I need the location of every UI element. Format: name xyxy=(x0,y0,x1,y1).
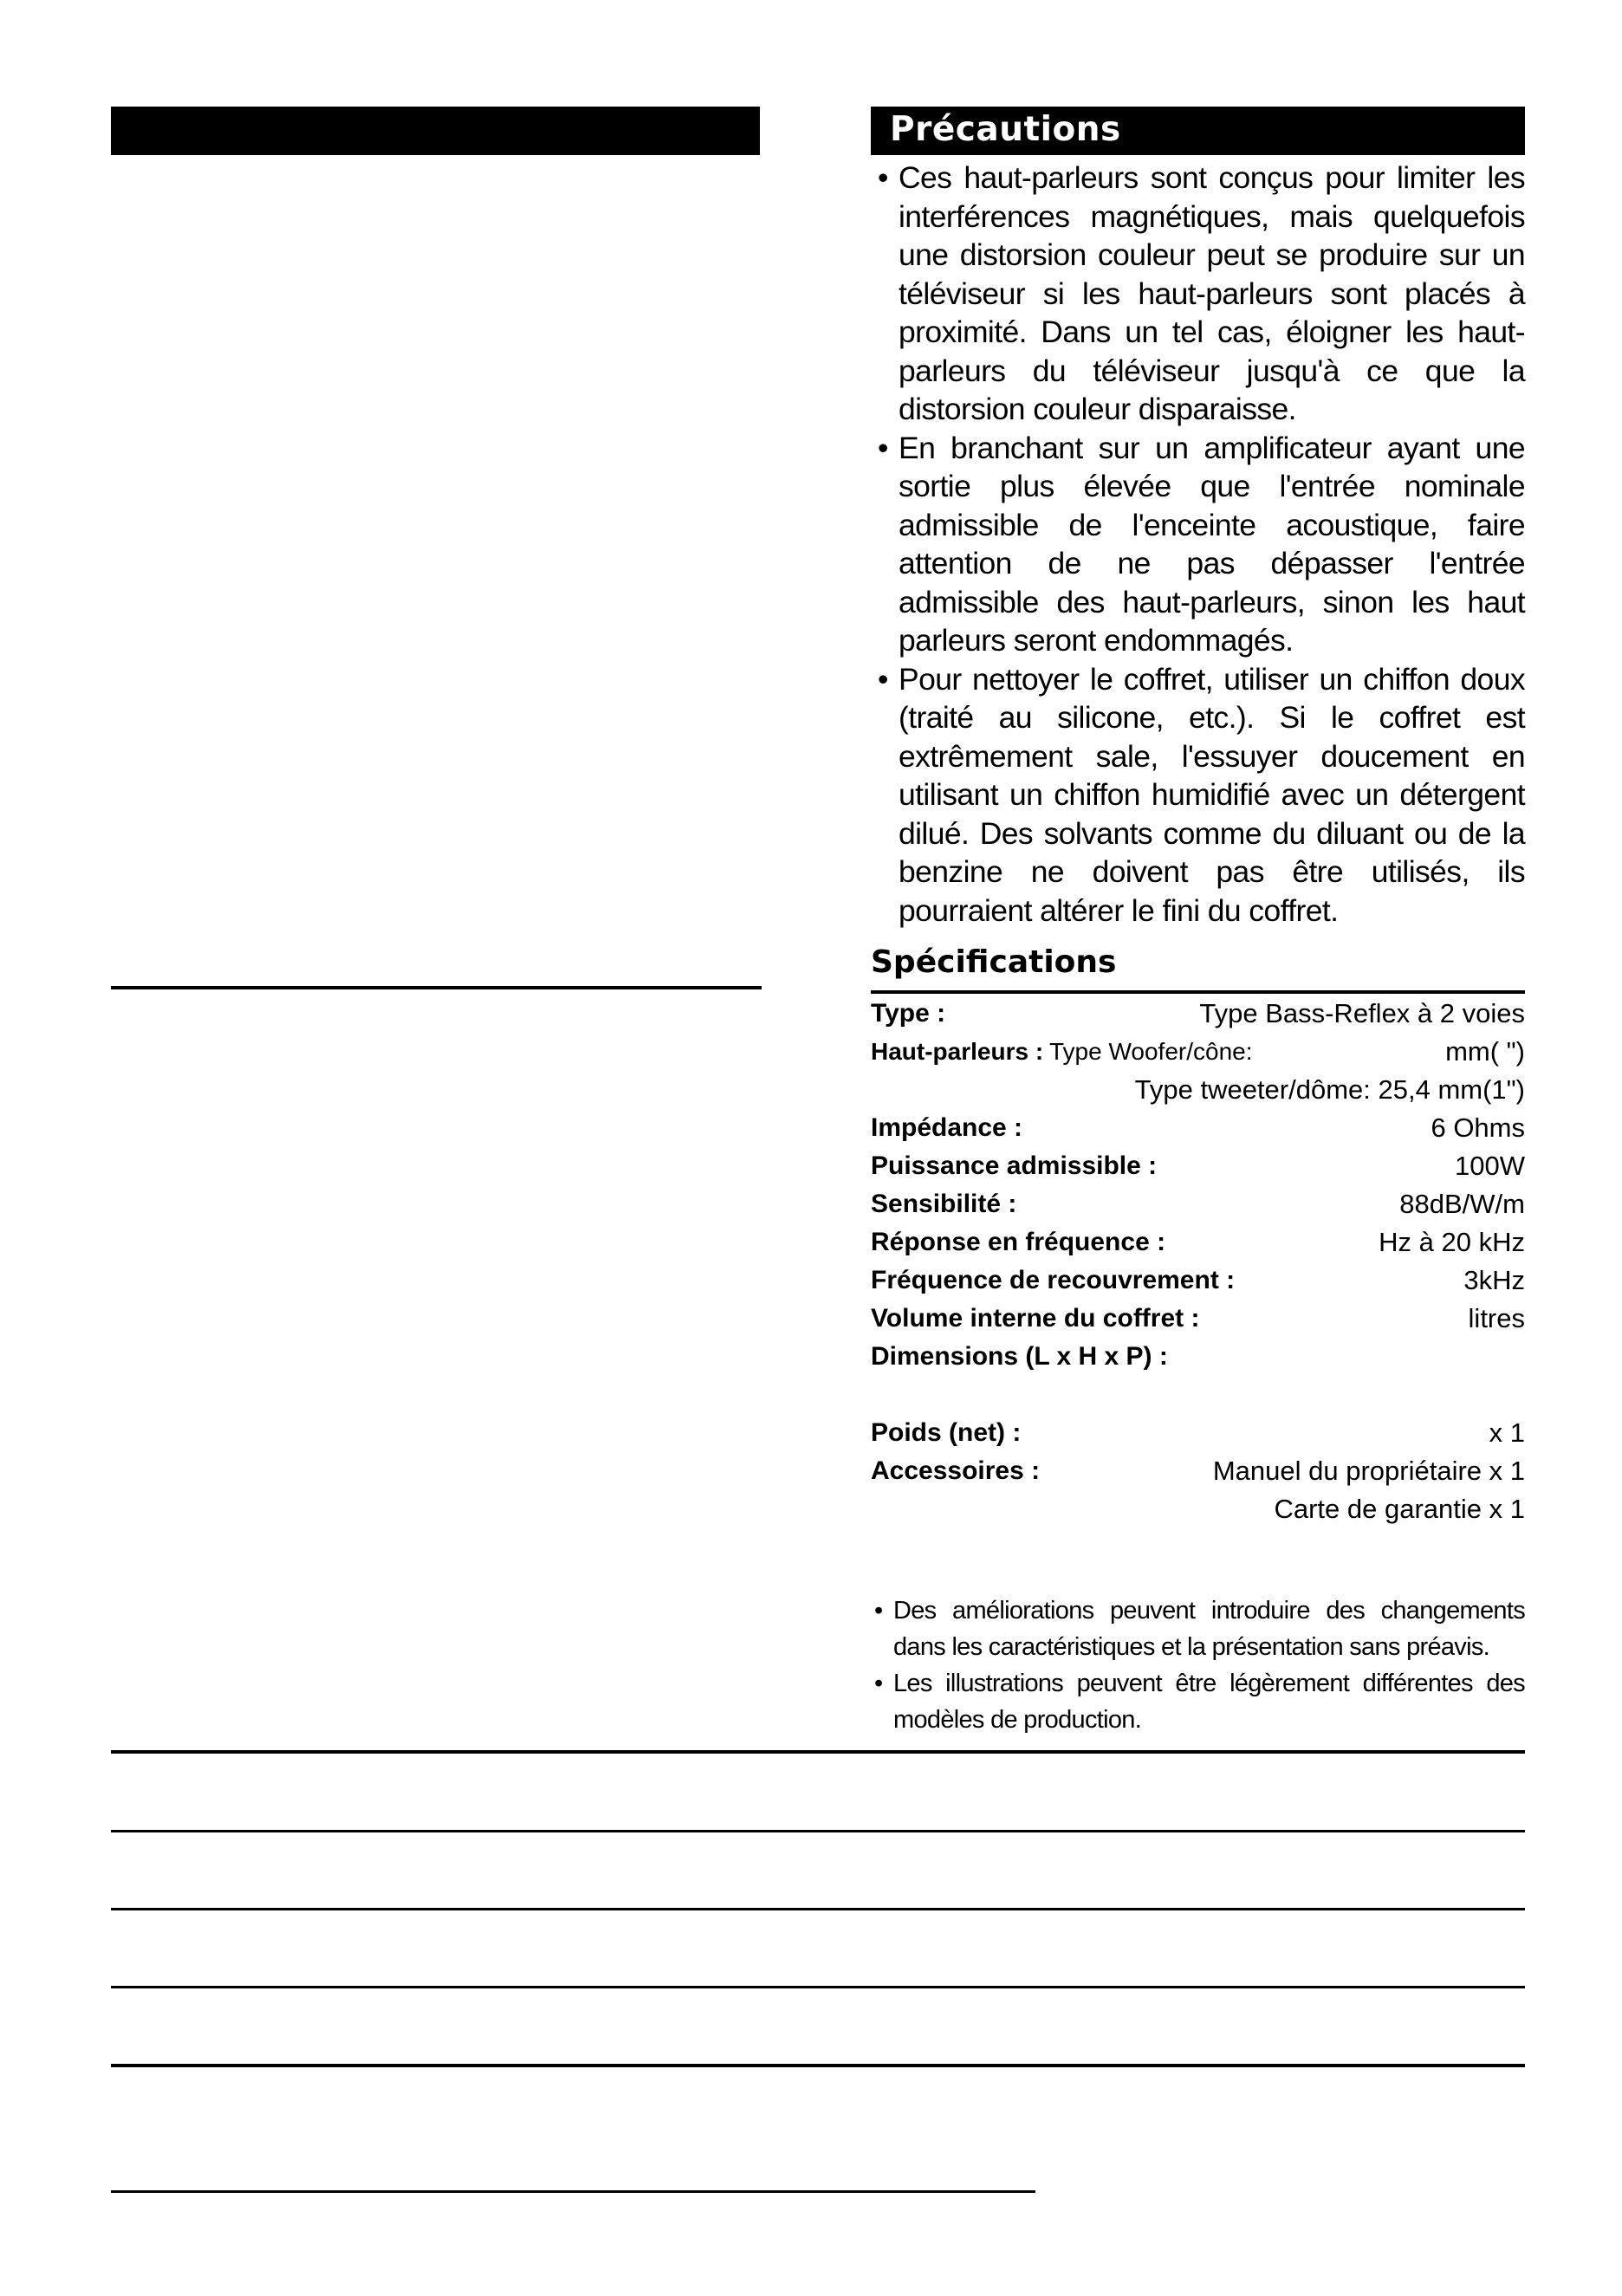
spec-label: Réponse en fréquence : xyxy=(871,1228,1166,1256)
spec-value: Hz à 20 kHz xyxy=(1379,1227,1525,1257)
spec-row-response xyxy=(871,1223,1525,1262)
spec-label: Haut-parleurs : xyxy=(871,1038,1044,1065)
note-item: • Des améliorations peuvent introduire des changements dans les caractéristiques et la présentation sans préavis. xyxy=(871,1592,1525,1665)
spec-value: litres xyxy=(1468,1303,1525,1333)
specifications-title: Spécifications xyxy=(871,944,1117,980)
footer-rule-short xyxy=(111,2190,1035,2193)
notes-list xyxy=(871,1592,1525,1738)
spec-row-power xyxy=(871,1147,1525,1185)
footer-rule xyxy=(111,1908,1525,1910)
precaution-item: • Ces haut-parleurs sont conçus pour limiter les interférences magnétiques, mais quelquefois une distorsion couleur peut se produire sur un téléviseur si les haut-parleurs sont placés à proximité. Dans un tel cas, éloigner les haut-parleurs du téléviseur jusqu'à ce que la distorsion couleur disparaisse. xyxy=(878,160,1525,426)
spec-value: Manuel du propriétaire x 1 xyxy=(1212,1456,1525,1486)
spec-label: Impédance : xyxy=(871,1113,1023,1142)
spec-row-sensitivity xyxy=(871,1185,1525,1223)
precautions-title: Précautions xyxy=(890,110,1121,149)
note-item: • Les illustrations peuvent être légèrement différentes des modèles de production. xyxy=(871,1665,1525,1738)
spec-value: 88dB/W/m xyxy=(1399,1189,1525,1219)
bullet-icon: • xyxy=(874,1597,883,1625)
bullet-icon: • xyxy=(878,661,888,697)
spec-value: Type tweeter/dôme: 25,4 mm(1") xyxy=(1134,1074,1525,1105)
spec-value: Type Bass-Reflex à 2 voies xyxy=(1199,998,1525,1028)
spec-row-dimensions xyxy=(871,1338,1525,1376)
bullet-icon: • xyxy=(878,430,888,465)
spec-value: x 1 xyxy=(1489,1417,1525,1448)
spec-value: 3kHz xyxy=(1463,1265,1525,1295)
left-header-bar xyxy=(111,107,760,155)
specifications-rule xyxy=(871,990,1525,994)
spec-row-weight xyxy=(871,1414,1525,1452)
footer-rule xyxy=(111,1830,1525,1832)
spec-label: Accessoires : xyxy=(871,1456,1041,1485)
footer-rule xyxy=(111,1986,1525,1988)
left-section-rule xyxy=(111,986,762,989)
spec-label: Dimensions (L x H x P) : xyxy=(871,1342,1168,1371)
spec-value: Carte de garantie x 1 xyxy=(1274,1494,1525,1524)
spec-row-crossover xyxy=(871,1262,1525,1300)
precautions-header xyxy=(871,107,1525,155)
spec-row-accessories-2 xyxy=(871,1490,1525,1528)
precaution-item: • Pour nettoyer le coffret, utiliser un chiffon doux (traité au silicone, etc.). Si le coffret est extrêmement sale, l'essuyer doucement en utilisant un chiffon humidifié avec un détergent dilué. Des solvants comme du diluant ou de la benzine ne doivent pas être utilisés, ils pourraient altérer le fini du coffret. xyxy=(878,661,1525,928)
spec-label: Poids (net) : xyxy=(871,1418,1022,1447)
precaution-item: • En branchant sur un amplificateur ayant une sortie plus élevée que l'entrée nominale admissible de l'enceinte acoustique, faire attention de ne pas dépasser l'entrée admissible des haut-parleurs, sinon les haut parleurs seront endommagés. xyxy=(878,430,1525,658)
spec-row-volume xyxy=(871,1300,1525,1338)
spec-value: 6 Ohms xyxy=(1431,1112,1525,1143)
spec-row-type xyxy=(871,995,1525,1033)
spec-value: mm( ") xyxy=(1445,1036,1525,1067)
spec-label: Volume interne du coffret : xyxy=(871,1304,1200,1333)
spec-value: 100W xyxy=(1455,1151,1525,1181)
footer-rule xyxy=(111,1750,1525,1754)
spec-row-speakers xyxy=(871,1033,1525,1071)
bullet-icon: • xyxy=(878,160,888,195)
footer-rule xyxy=(111,2064,1525,2067)
spec-label: Fréquence de recouvrement : xyxy=(871,1266,1236,1294)
spec-sublabel: Type Woofer/cône: xyxy=(1049,1038,1253,1065)
spec-label: Type : xyxy=(871,999,946,1028)
spec-label: Sensibilité : xyxy=(871,1190,1017,1218)
spec-row-impedance xyxy=(871,1109,1525,1147)
spec-row-accessories xyxy=(871,1452,1525,1490)
spec-label: Puissance admissible : xyxy=(871,1151,1158,1180)
bullet-icon: • xyxy=(874,1670,883,1697)
precautions-list xyxy=(871,159,1525,930)
spec-row-tweeter xyxy=(871,1071,1525,1109)
